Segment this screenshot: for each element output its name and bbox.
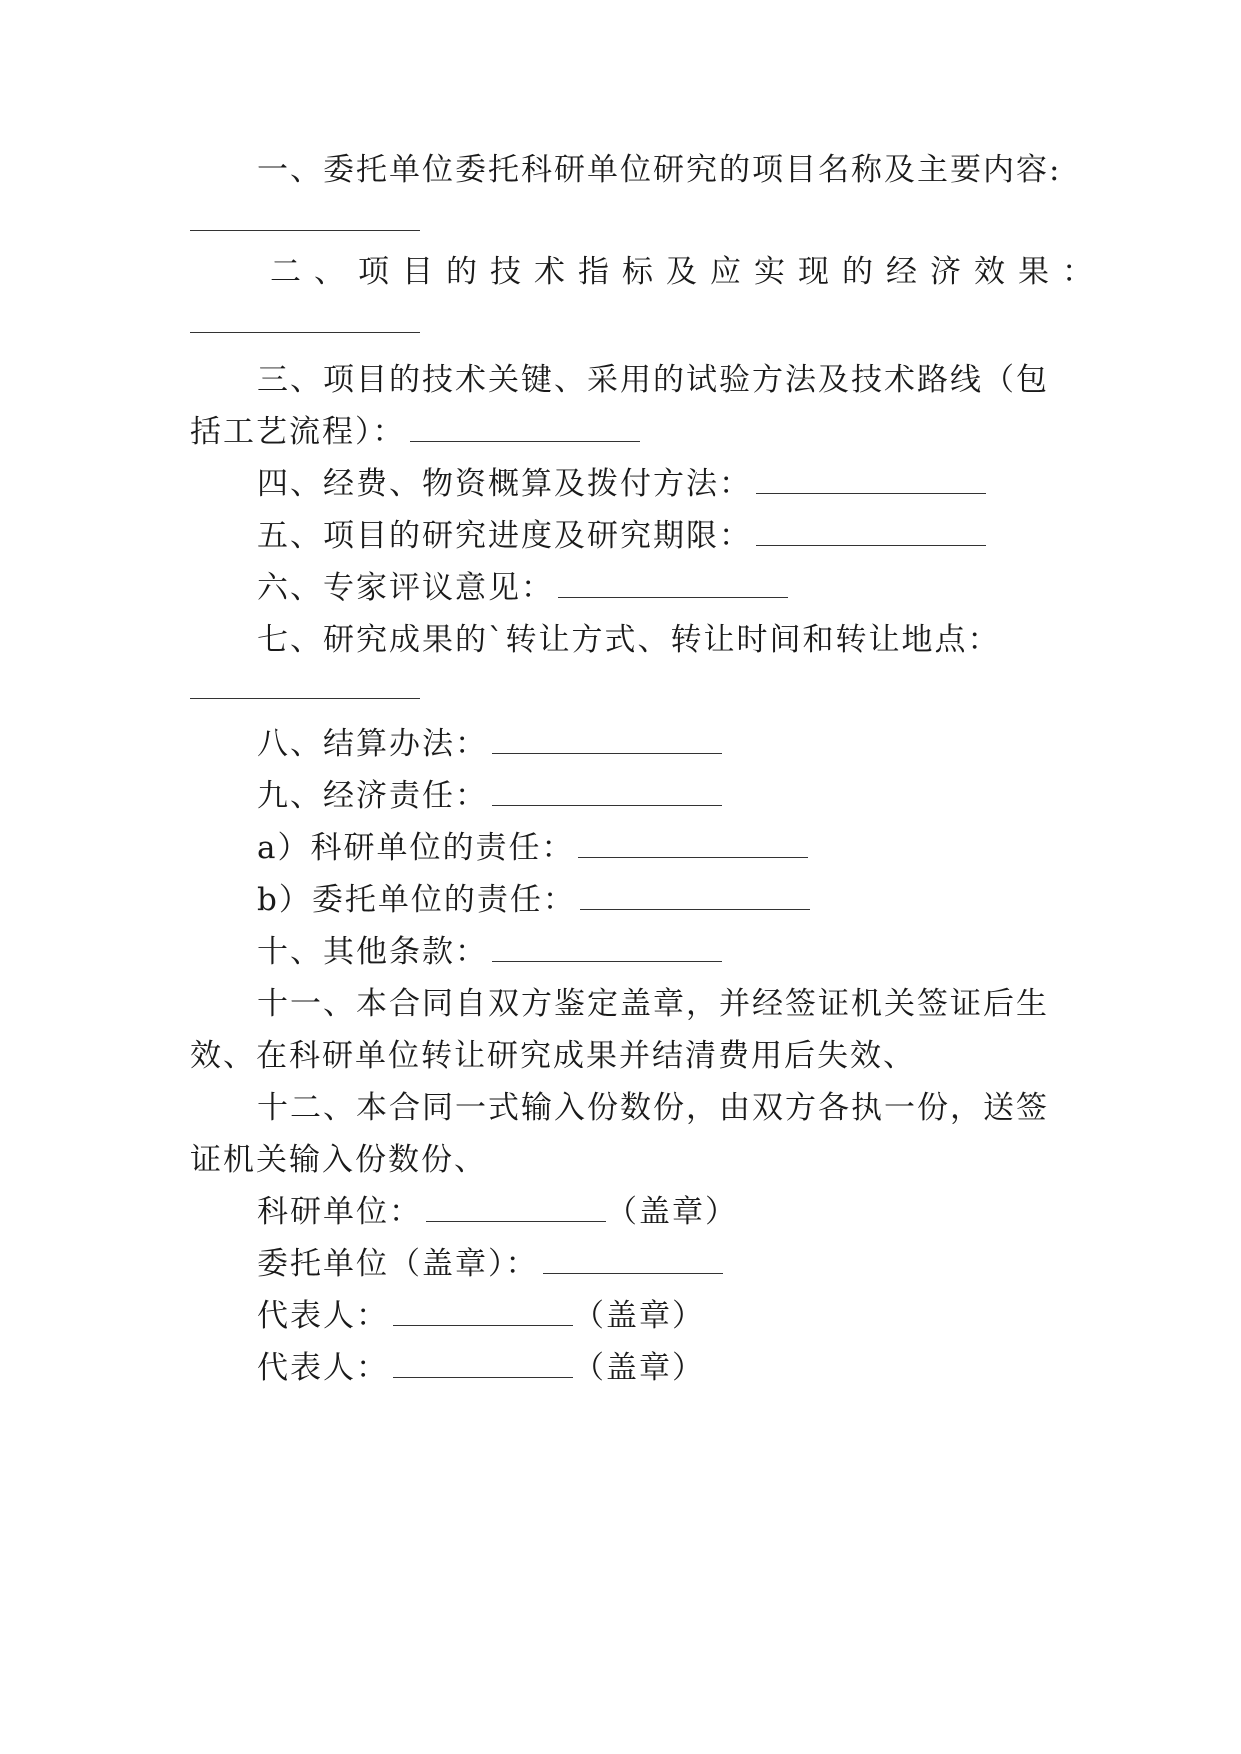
client-unit-label: 委托单位（盖章）： (257, 1246, 539, 1282)
rep-1-label: 代表人： (257, 1298, 389, 1334)
clause-10 (257, 932, 1117, 972)
clause-10-blank[interactable] (492, 933, 722, 962)
clause-11-line2 (190, 1036, 1050, 1076)
research-unit-blank[interactable] (426, 1193, 606, 1222)
rep-1-blank[interactable] (393, 1297, 573, 1326)
clause-12-line2 (190, 1140, 1050, 1180)
research-unit-seal: （盖章） (606, 1194, 738, 1230)
clause-8-blank[interactable] (492, 725, 722, 754)
clause-6-text: 六、专家评议意见： (257, 570, 554, 606)
signature-rep-2 (257, 1348, 1117, 1388)
clause-1-blank[interactable] (190, 228, 420, 231)
clause-1-text: 一、委托单位委托科研单位研究的项目名称及主要内容: (257, 152, 1062, 188)
clause-11-text-2: 效、在科研单位转让研究成果并结清费用后失效、 (190, 1038, 916, 1074)
clause-2 (270, 252, 1130, 292)
clause-9b (257, 880, 1117, 920)
clause-9-blank[interactable] (492, 777, 722, 806)
clause-9b-blank[interactable] (580, 881, 810, 910)
clause-11-line1 (257, 984, 1117, 1024)
clause-5-blank[interactable] (756, 517, 986, 546)
clause-12-line1 (257, 1088, 1117, 1128)
clause-11-text-1: 十一、本合同自双方鉴定盖章，并经签证机关签证后生 (257, 986, 1049, 1022)
clause-10-text: 十、其他条款： (257, 934, 488, 970)
client-unit-blank[interactable] (543, 1245, 723, 1274)
clause-4-blank[interactable] (756, 465, 986, 494)
clause-4-text: 四、经费、物资概算及拨付方法： (257, 466, 752, 502)
clause-8 (257, 724, 1117, 764)
clause-5 (257, 516, 1117, 556)
signature-client-unit (257, 1244, 1117, 1284)
clause-9b-text: b）委托单位的责任： (257, 882, 576, 918)
signature-rep-1 (257, 1296, 1117, 1336)
clause-9 (257, 776, 1117, 816)
clause-3-line2 (190, 412, 1050, 452)
clause-3-blank[interactable] (410, 413, 640, 442)
rep-1-seal: （盖章） (573, 1298, 705, 1334)
signature-research-unit (257, 1192, 1117, 1232)
clause-7-text: 七、研究成果的`转让方式、转让时间和转让地点： (257, 622, 1001, 658)
clause-3-line1 (257, 360, 1117, 400)
clause-4 (257, 464, 1117, 504)
clause-6-blank[interactable] (558, 569, 788, 598)
clause-3-text-1: 三、项目的技术关键、采用的试验方法及技术路线（包 (257, 362, 1049, 398)
clause-8-text: 八、结算办法： (257, 726, 488, 762)
clause-9a-blank[interactable] (578, 829, 808, 858)
clause-7 (257, 620, 1117, 660)
rep-2-blank[interactable] (393, 1349, 573, 1378)
research-unit-label: 科研单位： (257, 1194, 422, 1230)
clause-6 (257, 568, 1117, 608)
clause-9a (257, 828, 1117, 868)
clause-3-text-2: 括工艺流程）： (190, 414, 406, 450)
rep-2-seal: （盖章） (573, 1350, 705, 1386)
clause-2-blank[interactable] (190, 330, 420, 333)
clause-7-blank[interactable] (190, 696, 420, 699)
rep-2-label: 代表人： (257, 1350, 389, 1386)
clause-12-text-1: 十二、本合同一式输入份数份，由双方各执一份，送签 (257, 1090, 1049, 1126)
clause-12-text-2: 证机关输入份数份、 (190, 1142, 487, 1178)
clause-9a-text: a）科研单位的责任： (257, 830, 575, 866)
clause-5-text: 五、项目的研究进度及研究期限： (257, 518, 752, 554)
clause-2-text: 二、项目的技术指标及应实现的经济效果： (270, 254, 1106, 290)
clause-1 (257, 150, 1117, 190)
clause-9-text: 九、经济责任： (257, 778, 488, 814)
